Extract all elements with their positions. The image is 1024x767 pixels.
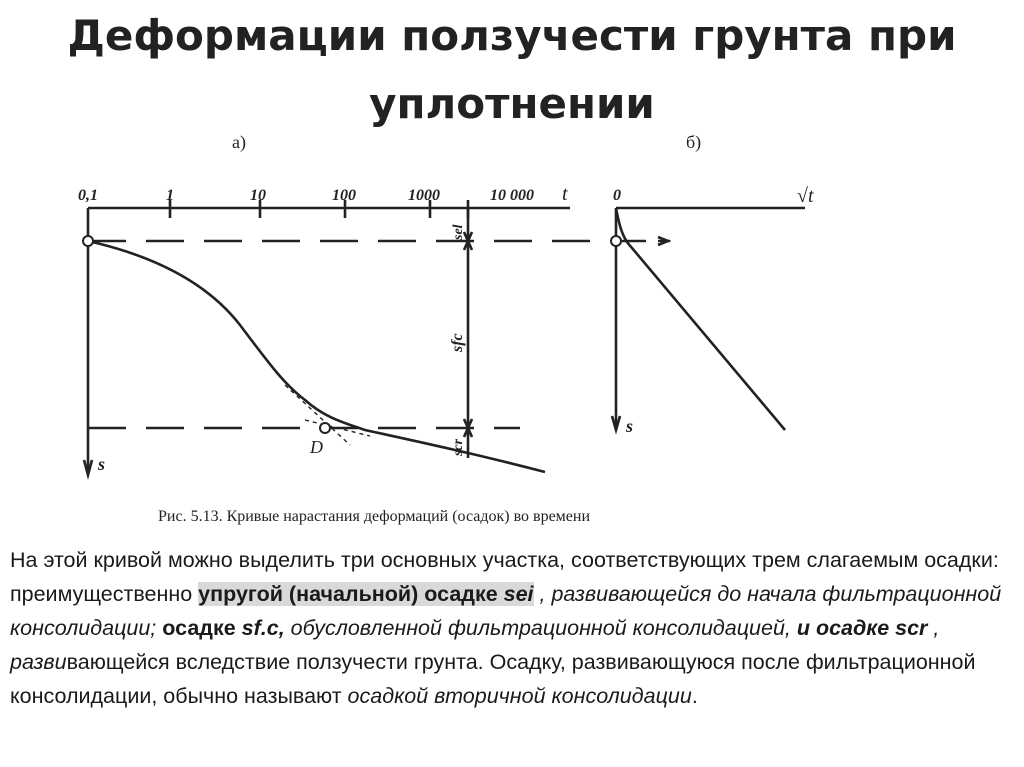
term-settlement: осадке (162, 616, 242, 640)
term-sfc: sf.c, (241, 616, 285, 640)
a-tick-label: 10 (250, 187, 266, 204)
a-seg-label-sel: sel (451, 224, 466, 240)
paragraph-text: вающейся вследствие ползучести грунта. Осадку, развивающуюся после фильтрационной консолидации, обычно называют (10, 650, 976, 708)
term-sei: sei (503, 582, 534, 606)
a-tick-label: 10 000 (490, 187, 534, 204)
a-tick-label: 100 (332, 187, 356, 204)
title-line-2: уплотнении (369, 79, 655, 128)
paragraph-text: , разви (10, 616, 940, 674)
b-start-point (611, 236, 621, 246)
term-elastic-settlement: упругой (начальной) осадке (198, 582, 504, 606)
a-seg-label-sfc: sfc (449, 333, 466, 352)
term-scr: и осадке scr (796, 616, 928, 640)
paragraph-text: обусловленной фильтрационной консолидацией, (284, 616, 797, 640)
b-x-axis-label: √t (797, 185, 814, 207)
a-tick-label: 0,1 (78, 187, 98, 204)
a-s-axis-label: s (98, 454, 106, 474)
title-line-1: Деформации ползучести грунта при (67, 11, 957, 60)
a-point-d-label: D (310, 437, 323, 457)
a-start-point (83, 236, 93, 246)
figure-caption: Рис. 5.13. Кривые нарастания деформаций (осадок) во времени (158, 508, 591, 525)
a-t-axis-label: t (562, 183, 568, 205)
a-seg-label-scr: scr (451, 438, 466, 456)
a-tick-label: 1 (166, 187, 174, 204)
paragraph-text: развивающейся до начала фильтрационной консолидации; (10, 582, 1002, 640)
a-point-d (320, 423, 330, 433)
paragraph-text: . (691, 684, 698, 708)
description-paragraph (10, 543, 1010, 713)
panel-b-label: б) (686, 132, 702, 152)
b-s-axis-label: s (626, 416, 634, 436)
paragraph-text: На этой кривой можно выделить три основных участка, соответствующих трем слагаемым осадки: преимущественно (10, 548, 999, 606)
settlement-figure (0, 120, 1024, 505)
a-tick-label: 1000 (408, 187, 440, 204)
a-tangent-line (285, 385, 350, 445)
panel-a-label: а) (232, 132, 246, 152)
paragraph-text: , (533, 582, 546, 606)
b-origin-label: 0 (613, 187, 621, 204)
term-secondary-consolidation: осадкой вторичной консолидации (347, 684, 692, 708)
page-title (0, 0, 1024, 138)
